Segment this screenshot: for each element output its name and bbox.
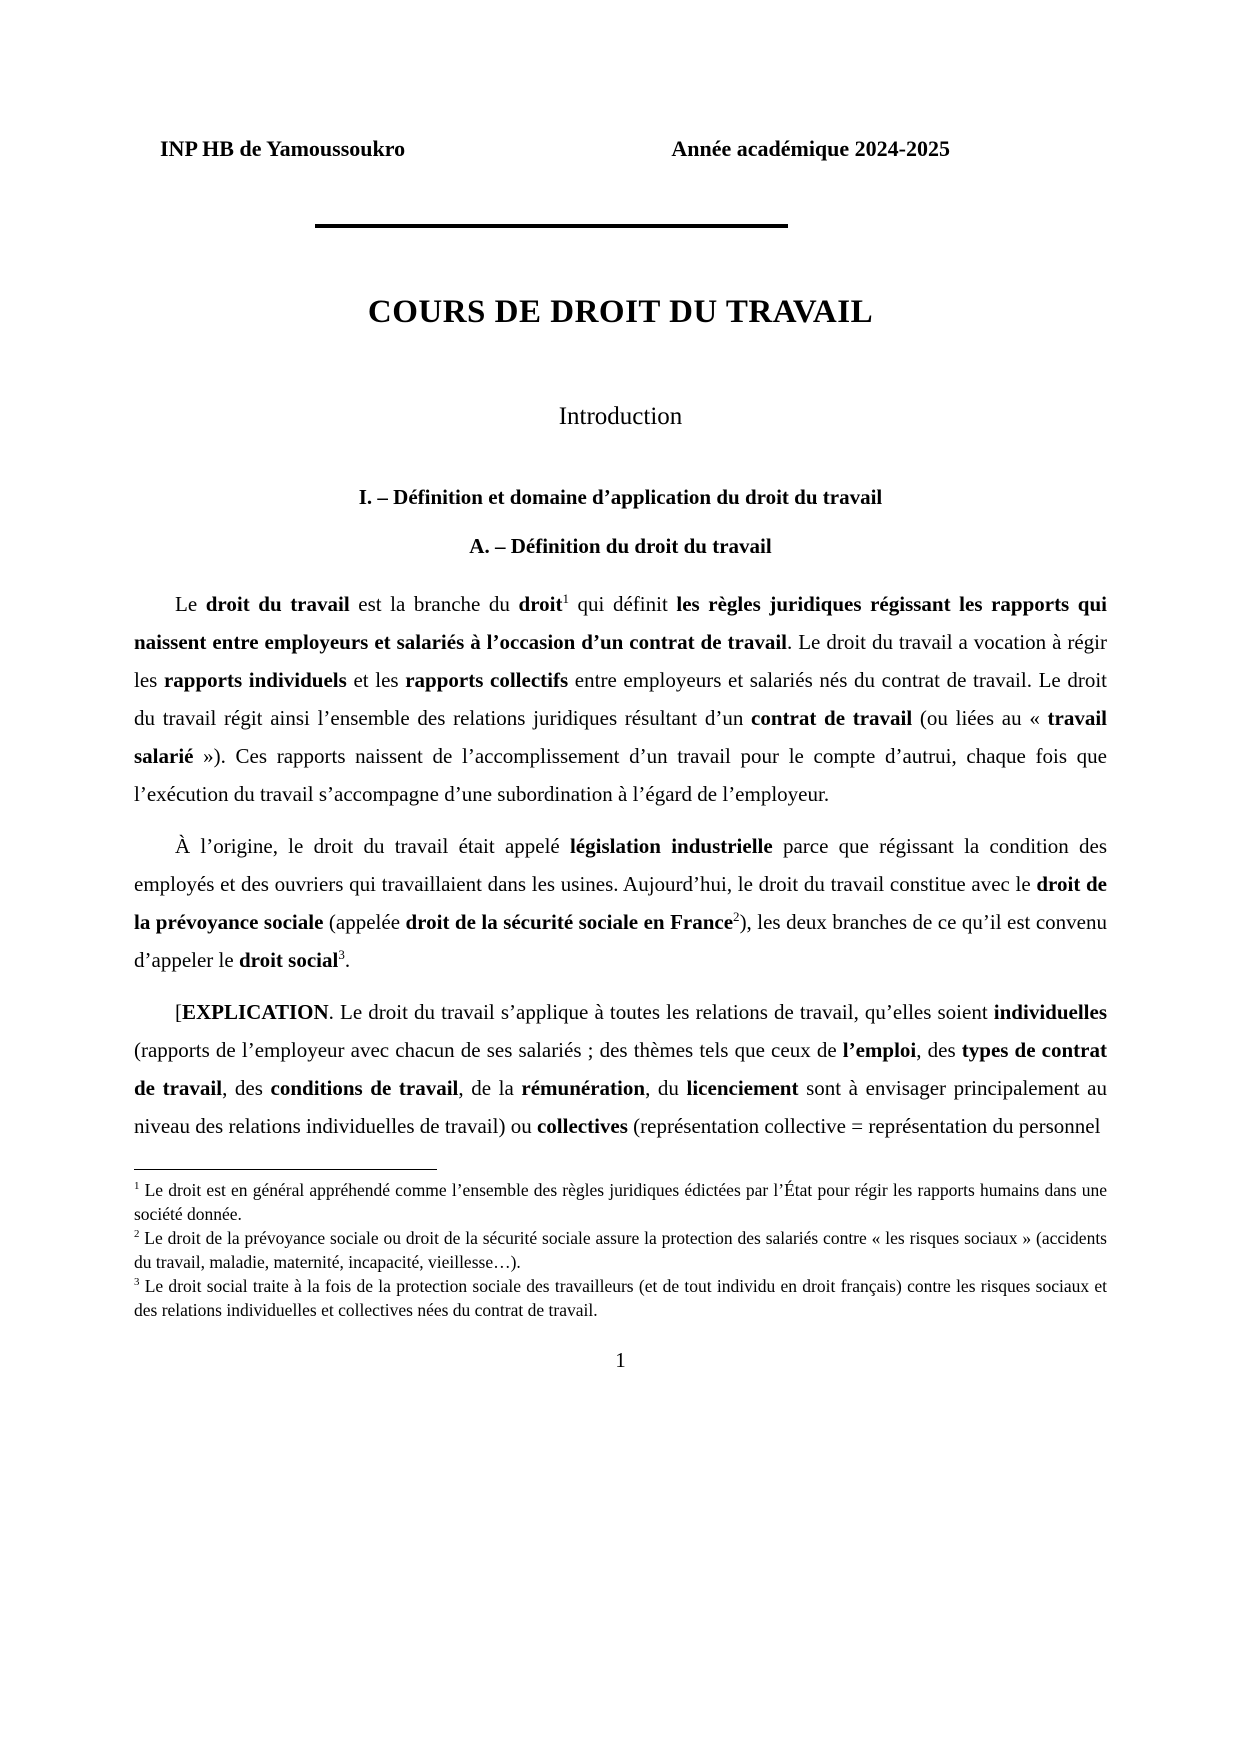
footnote-ref: 1	[134, 1180, 140, 1193]
paragraph-definition	[134, 585, 1107, 813]
footnote-1	[134, 1178, 1107, 1226]
text-run: . Le droit du travail a vocation à régir les	[134, 630, 1107, 692]
text-run: sont à envisager principalement au niveau des relations individuelles de travail) ou	[134, 1076, 1108, 1138]
footnote-ref: 3	[338, 947, 345, 962]
text-run: Le droit social traite à la fois de la protection sociale des travailleurs (et de tout individu en droit français) contre les risques sociaux et des relations individuelles et collectives nées du contrat de travail.	[134, 1276, 1107, 1320]
text-run: parce que régissant la condition des employés et des ouvriers qui travaillaient dans les usines. Aujourd’hui, le droit du travail constitue avec le	[134, 834, 1107, 896]
text-run: , du	[645, 1076, 687, 1100]
bold-text-run: travail salarié	[134, 706, 1108, 768]
footnote-ref: 2	[134, 1228, 140, 1241]
bold-text-run: collectives	[536, 1114, 628, 1138]
text-run: (appelée	[323, 910, 406, 934]
introduction-heading: Introduction	[558, 403, 683, 430]
bold-text-run: contrat de travail	[751, 706, 913, 730]
footnote-ref: 1	[562, 591, 569, 606]
bold-text-run: licenciement	[686, 1076, 799, 1100]
bold-text-run: rapports individuels	[163, 668, 347, 692]
institution-name: INP HB de Yamoussoukro	[160, 136, 406, 161]
text-run: et les	[346, 668, 406, 692]
document-header	[134, 136, 1107, 162]
text-run: , des	[916, 1038, 962, 1062]
text-run: »). Ces rapports naissent de l’accomplissement d’un travail pour le compte d’autrui, chaque fois que l’exécution du travail s’accompagne d’une subordination à l’égard de l’employeur.	[134, 744, 1107, 806]
section-heading-definition-domaine: I. – Définition et domaine d’application du droit du travail	[358, 485, 883, 509]
footnote-separator-line	[134, 1169, 437, 1170]
bold-text-run: droit	[518, 592, 563, 616]
text-run: . Le droit du travail s’applique à toutes les relations de travail, qu’elles soient	[328, 1000, 994, 1024]
bold-text-run: droit social	[238, 948, 339, 972]
text-run: , des	[222, 1076, 271, 1100]
footnote-ref: 3	[134, 1276, 140, 1289]
bold-text-run: législation industrielle	[569, 834, 773, 858]
bold-text-run: droit du travail	[205, 592, 350, 616]
bold-text-run: individuelles	[993, 1000, 1107, 1024]
section-heading-definition: A. – Définition du droit du travail	[469, 534, 772, 558]
text-run: [	[175, 1000, 182, 1024]
bold-text-run: types de contrat de travail	[134, 1038, 1107, 1100]
text-run: À l’origine, le droit du travail était appelé	[175, 834, 570, 858]
title-separator-line	[315, 224, 788, 228]
footnotes-section	[134, 1169, 1107, 1322]
text-run: .	[344, 948, 351, 972]
text-run: Le	[175, 592, 206, 616]
page-number: 1	[615, 1348, 626, 1372]
text-run: est la branche du	[349, 592, 519, 616]
paragraph-origine	[134, 827, 1107, 979]
text-run: (représentation collective = représentation du personnel	[627, 1114, 1101, 1138]
bold-text-run: droit de la prévoyance sociale	[134, 872, 1107, 934]
text-run: qui définit	[568, 592, 677, 616]
bold-text-run: rapports collectifs	[405, 668, 569, 692]
bold-text-run: droit de la sécurité sociale en France	[405, 910, 734, 934]
text-run: (ou liées au «	[912, 706, 1048, 730]
bold-text-run: EXPLICATION	[182, 1000, 329, 1024]
text-run: ), les deux branches de ce qu’il est convenu d’appeler le	[134, 910, 1107, 972]
text-run: , de la	[458, 1076, 522, 1100]
text-run: Le droit de la prévoyance sociale ou droit de la sécurité sociale assure la protection des salariés contre « les risques sociaux » (accidents du travail, maladie, maternité, incapacité, vieillesse…).	[134, 1228, 1107, 1272]
footnote-3	[134, 1274, 1107, 1322]
paragraph-explication	[134, 993, 1107, 1145]
footnote-ref: 2	[733, 909, 740, 924]
text-run: entre employeurs et salariés nés du contrat de travail. Le droit du travail régit ainsi l’ensemble des relations juridiques résultant d’un	[134, 668, 1108, 730]
bold-text-run: l’emploi	[842, 1038, 917, 1062]
text-run: (rapports de l’employeur avec chacun de ses salariés ; des thèmes tels que ceux de	[134, 1038, 843, 1062]
bold-text-run: les règles juridiques régissant les rapports qui naissent entre employeurs et salariés à l’occasion d’un contrat de travail	[134, 592, 1108, 654]
document-title: COURS DE DROIT DU TRAVAIL	[367, 294, 874, 330]
academic-year: Année académique 2024-2025	[671, 136, 950, 161]
bold-text-run: conditions de travail	[270, 1076, 459, 1100]
bold-text-run: rémunération	[521, 1076, 646, 1100]
text-run: Le droit est en général appréhendé comme l’ensemble des règles juridiques édictées par l’État pour régir les rapports humains dans une société donnée.	[134, 1180, 1107, 1224]
footnote-2	[134, 1226, 1107, 1274]
